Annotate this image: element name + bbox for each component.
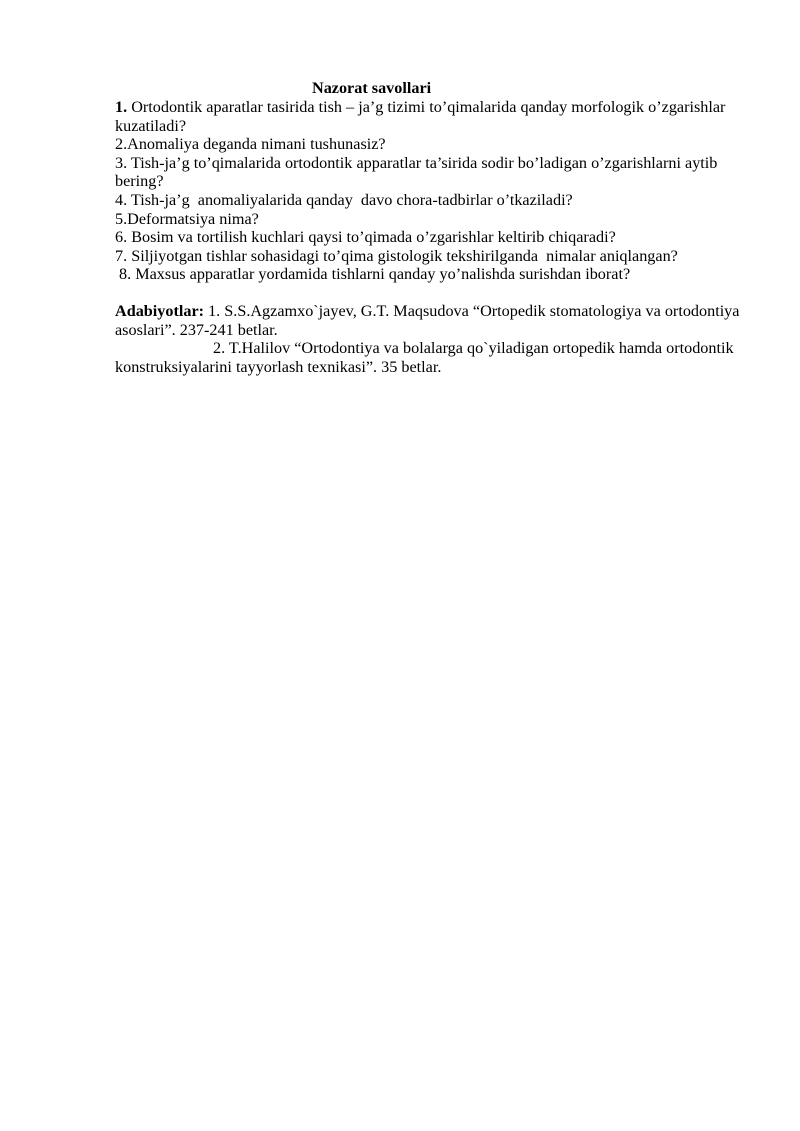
question-3: 3. Tish-ja’g to’qimalarida ortodontik apparatlar ta’sirida sodir bo’ladigan o’zgarishlarni aytib bering? <box>115 153 722 191</box>
question-1-text: Ortodontik aparatlar tasirida tish – ja’g tizimi to’qimalarida qanday morfologik o’zgarishlar kuzatiladi? <box>115 98 730 135</box>
page-title: Nazorat savollari <box>312 79 432 97</box>
question-6: 6. Bosim va tortilish kuchlari qaysi to’qimada o’zgarishlar keltirib chiqaradi? <box>115 228 616 247</box>
question-1-number: 1. <box>115 98 128 116</box>
question-1 <box>115 98 745 135</box>
question-5: 5.Deformatsiya nima? <box>115 209 259 228</box>
question-8: 8. Maxsus apparatlar yordamida tishlarni qanday yo’nalishda surishdan iborat? <box>115 265 631 284</box>
reference-1-text: 1. S.S.Agzamxo`jayev, G.T. Maqsudova “Ortopedik stomatologiya va ortodontiya asoslari”. 237-241 betlar. <box>115 301 740 339</box>
references-label: Adabiyotlar: <box>115 301 205 320</box>
question-2: 2.Anomaliya deganda nimani tushunasiz? <box>115 135 386 154</box>
reference-2-text: 2. T.Halilov “Ortodontiya va bolalarga qo`yiladigan ortopedik hamda ortodontik konstruksiyalarini tayyorlash texnikasi”. 35 betlar. <box>115 339 734 376</box>
question-7: 7. Siljiyotgan tishlar sohasidagi to’qima gistologik tekshirilganda nimalar aniqlangan? <box>115 246 678 265</box>
references-1 <box>115 302 745 339</box>
document-content <box>115 78 745 376</box>
question-4: 4. Tish-ja’g anomaliyalarida qanday davo chora-tadbirlar o’tkaziladi? <box>115 190 573 209</box>
section-spacer <box>115 284 745 302</box>
